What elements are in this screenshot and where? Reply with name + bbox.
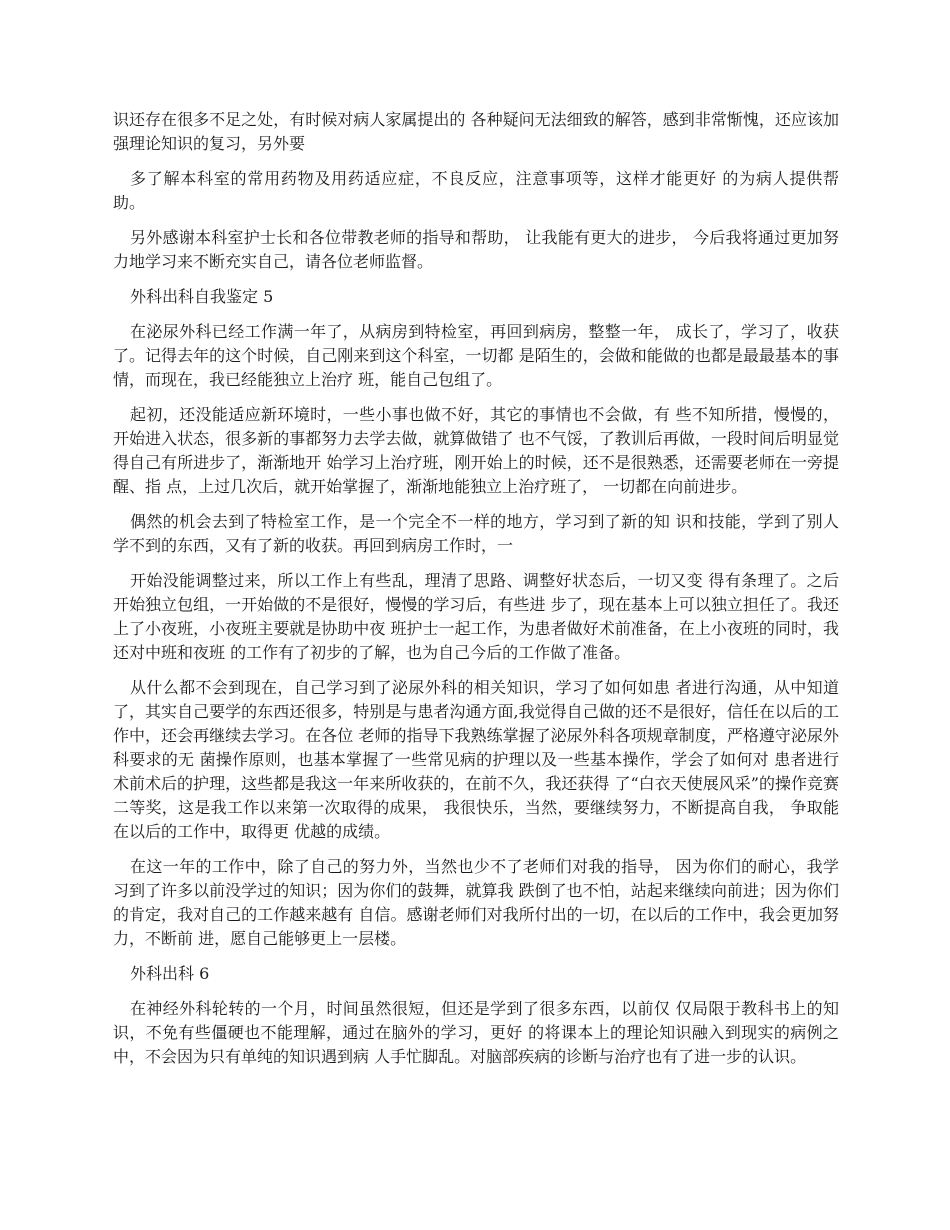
- paragraph: 在这一年的工作中，除了自己的努力外，当然也少不了老师们对我的指导， 因为你们的耐心，我学习到了许多以前没学过的知识；因为你们的鼓舞，就算我 跌倒了也不怕，站起来继续向前进；因为你们的肯定，我对自己的工作越来越有 自信。感谢老师们对我所付出的一切，在以后的工作中，我会更加努力，不断前 进，愿自己能够更上一层楼。: [113, 857, 839, 948]
- paragraph: 识还存在很多不足之处，有时候对病人家属提出的 各种疑问无法细致的解答，感到非常惭愧，还应该加强理论知识的复习，另外要: [113, 110, 839, 153]
- paragraph: 多了解本科室的常用药物及用药适应症，不良反应，注意事项等，这样才能更好 的为病人提供帮助。: [113, 169, 839, 212]
- paragraph: 在泌尿外科已经工作满一年了，从病房到特检室，再回到病房，整整一年， 成长了，学习了，收获了。记得去年的这个时候，自己刚来到这个科室，一切都 是陌生的，会做和能做的也都是最最基本的事情，而现在，我已经能独立上治疗 班，能自己包组了。: [113, 322, 839, 389]
- paragraph: 开始没能调整过来，所以工作上有些乱，理清了思路、调整好状态后，一切又变 得有条理了。之后开始独立包组，一开始做的不是很好，慢慢的学习后，有些进 步了，现在基本上可以独立担任了。我还上了小夜班，小夜班主要就是协助中夜 班护士一起工作，为患者做好术前准备，在上小夜班的同时，我还对中班和夜班 的工作有了初步的了解，也为自己今后的工作做了准备。: [113, 571, 839, 662]
- section-heading: 外科出科自我鉴定 5: [130, 287, 274, 306]
- paragraph: 起初，还没能适应新环境时，一些小事也做不好，其它的事情也不会做，有 些不知所措，慢慢的，开始进入状态，很多新的事都努力去学去做，就算做错了 也不气馁，了教训后再做，一段时间后明显觉得自己有所进步了，渐渐地开 始学习上治疗班，刚开始上的时候，还不是很熟悉，还需要老师在一旁提醒、指 点，上过几次后，就开始掌握了，渐渐地能独立上治疗班了， 一切都在向前进步。: [113, 405, 839, 496]
- paragraph: 偶然的机会去到了特检室工作，是一个完全不一样的地方，学习到了新的知 识和技能，学到了别人学不到的东西，又有了新的收获。再回到病房工作时，一: [113, 512, 839, 555]
- paragraph: 在神经外科轮转的一个月，时间虽然很短，但还是学到了很多东西，以前仅 仅局限于教科书上的知识，不免有些僵硬也不能理解，通过在脑外的学习，更好 的将课本上的理论知识融入到现实的病例之中，不会因为只有单纯的知识遇到病 人手忙脚乱。对脑部疾病的诊断与治疗也有了进一步的认识。: [113, 999, 839, 1066]
- section-heading: 外科出科 6: [130, 964, 210, 983]
- paragraph: 另外感谢本科室护士长和各位带教老师的指导和帮助， 让我能有更大的进步， 今后我将通过更加努力地学习来不断充实自己，请各位老师监督。: [113, 228, 839, 271]
- document-page: [113, 108, 839, 1080]
- paragraph: 从什么都不会到现在，自己学习到了泌尿外科的相关知识，学习了如何如患 者进行沟通，从中知道了，其实自己要学的东西还很多，特别是与患者沟通方面,我觉得自己做的还不是很好，信任在以后的工作中，还会再继续去学习。在各位 老师的指导下我熟练掌握了泌尿外科各项规章制度，严格遵守泌尿外科要求的无 菌操作原则，也基本掌握了一些常见病的护理以及一些基本操作，学会了如何对 患者进行术前术后的护理，这些都是我这一年来所收获的，在前不久，我还获得 了“白衣天使展风采”的操作竞赛二等奖，这是我工作以来第一次取得的成果， 我很快乐，当然，要继续努力，不断提高自我， 争取能在以后的工作中，取得更 优越的成绩。: [113, 678, 839, 841]
